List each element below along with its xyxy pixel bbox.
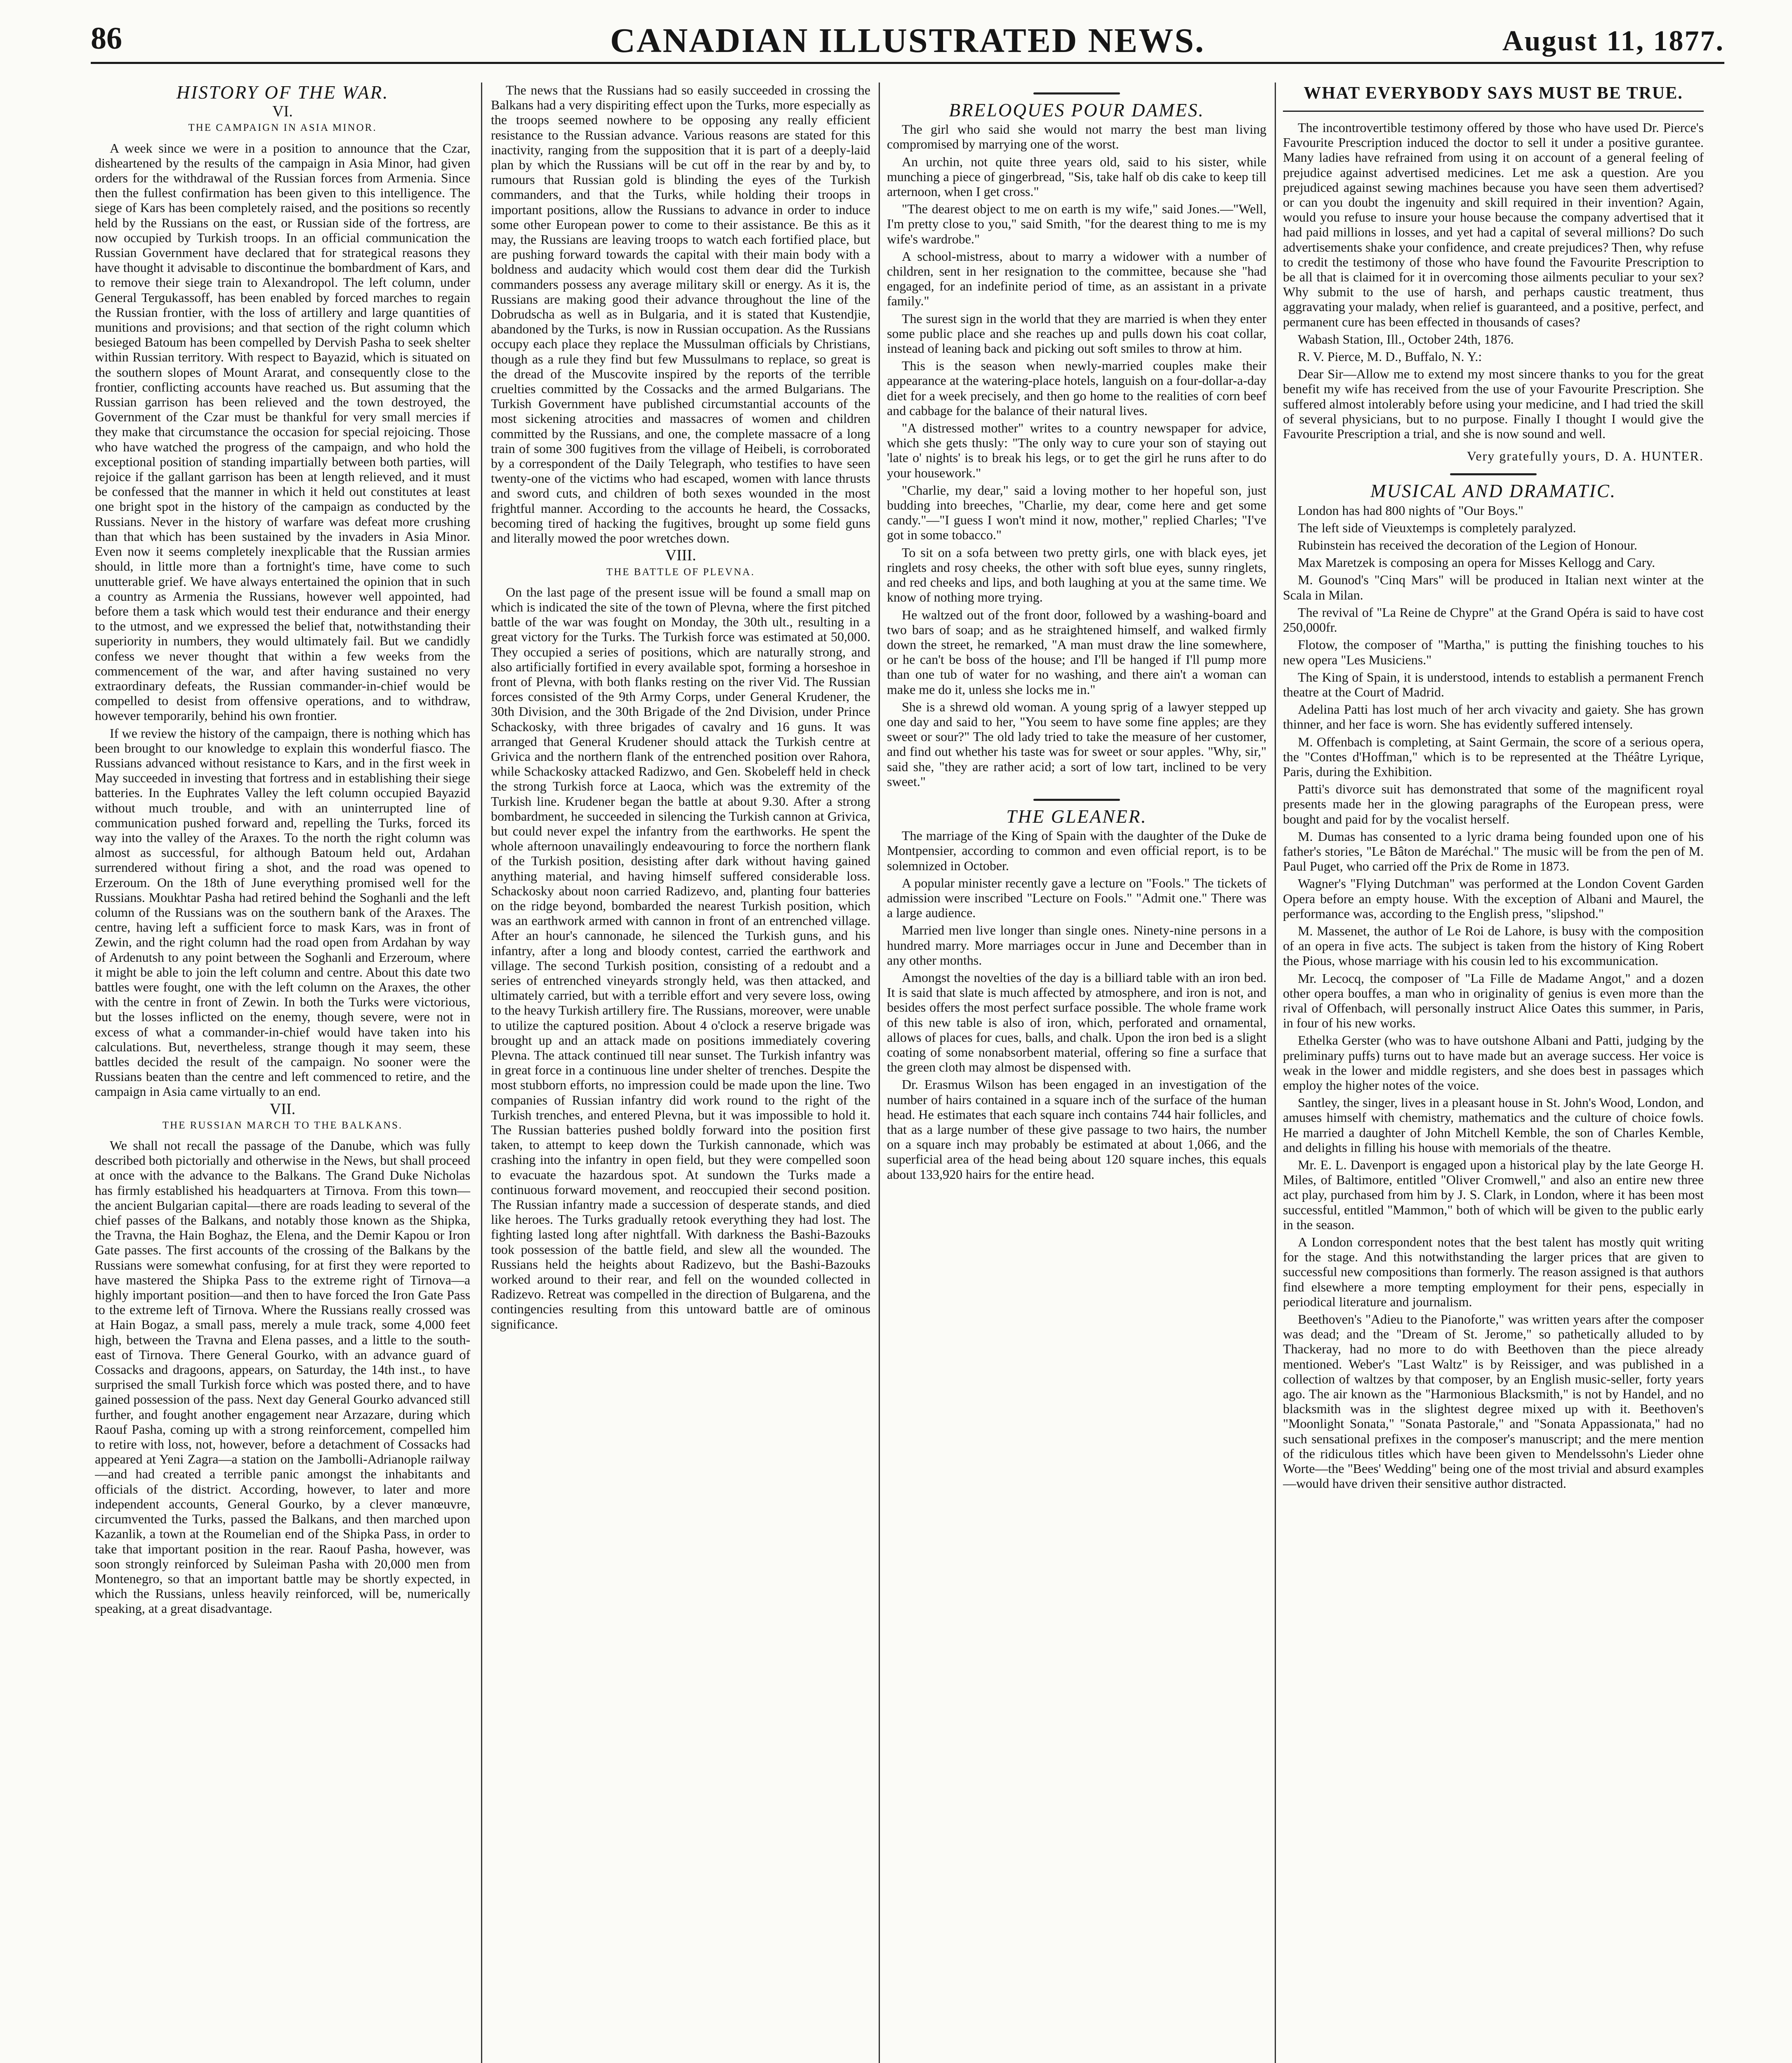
musical-item: M. Gounod's "Cinq Mars" will be produced in Italian next winter at the Scala in Milan.: [1283, 572, 1704, 602]
column-rule: [1275, 83, 1276, 2063]
issue-date: August 11, 1877.: [1502, 25, 1724, 57]
gleaner-title: THE GLEANER.: [1006, 806, 1147, 827]
gleaner-item: Dr. Erasmus Wilson has been engaged in an investigation of the number of hairs contained in a square inch of the surface of the human head. He estimates that each square inch contains 744 hair follicles, and that as a large number of these give passage to two hairs, the number on a square inch may probably be estimated at about 1,066, and the superficial area of the head being about 120 square inches, this equals about 133,920 hairs for the entire head.: [887, 1077, 1266, 1182]
column-1: [95, 83, 470, 2063]
musical-item: Rubinstein has received the decoration of the Legion of Honour.: [1298, 538, 1637, 553]
musical-item: The revival of "La Reine de Chypre" at the Grand Opéra is said to have cost 250,000fr.: [1283, 604, 1704, 635]
column-4: [1283, 83, 1704, 2063]
musical-item: A London correspondent notes that the best talent has mostly quit writing for the stage. And this notwithstanding the larger prices that are given to successful new compositions than formerly. The reason assigned is that authors find elsewhere a more tempting employment for their pens, especially in periodical literature and journalism.: [1283, 1234, 1704, 1309]
musical-items: [1283, 503, 1704, 1491]
section-subtitle: THE BATTLE OF PLEVNA.: [606, 566, 755, 578]
letter-body: Dear Sir—Allow me to extend my most sincere thanks to you for the great benefit my wife has received from the use of your Favourite Prescription. She suffered almost intolerably before using your medicine, and I had tried the skill of several physicians, but to no purpose. Finally I thought I would give the Favourite Prescription a trial, and she is now sound and well.: [1283, 366, 1704, 441]
breloques-item: To sit on a sofa between two pretty girls, one with black eyes, jet ringlets and rosy cheeks, the other with soft blue eyes, sunny ringlets, and red cheeks and lips, and both laughing at you at the same time. We know of nothing more trying.: [887, 545, 1266, 605]
breloques-item: "The dearest object to me on earth is my wife," said Jones.—"Well, I'm pretty close to you," said Smith, "for the dearest thing to me is my wife's wardrobe.": [887, 201, 1266, 246]
breloques-item: She is a shrewd old woman. A young sprig of a lawyer stepped up one day and said to her, "You seem to have some fine apples; are they sweet or sour?" The old lady tried to take the measure of her customer, and find out whether his taste was for sweet or sour apples. "Why, sir," said she, "they are rather acid; a sort of low tart, inclined to be very sweet.": [887, 699, 1266, 789]
article-paragraph: On the last page of the present issue will be found a small map on which is indicated the site of the town of Plevna, where the first pitched battle of the war was fought on Monday, the 30th ult., resulting in a great victory for the Turks. The Turkish force was estimated at 50,000. They occupied a series of positions, which are naturally strong, and also artificially fortified in every available spot, forming a horseshoe in front of Plevna, with both flanks resting on the river Vid. The Russian forces consisted of the 9th Army Corps, under General Krudener, the 30th Division, and the 30th Brigade of the 2nd Division, under Prince Schackosky, with three brigades of cavalry and 16 guns. It was arranged that General Krudener should attack the Turkish centre at Grivica and the northern flank of the entrenched position over Rahora, while Schackosky attacked Radizwo, and Gen. Skobeleff held in check the strong Turkish force at Laoca, which was the extremity of the Turkish line. Krudener began the battle at about 9.30. After a strong bombardment, he succeeded in silencing the Turkish cannon at Grivica, but could never expel the infantry from the earthworks. He spent the whole afternoon unavailingly endeavouring to force the northern flank of the Turkish position, desisting after dark without having gained anything material, and having himself suffered considerable loss. Schackosky about noon carried Radizevo, and, planting four batteries on the ridge beyond, bombarded the nearest Turkish position, which was an earthwork armed with cannon in front of an entrenched village. After an hour's cannonade, he silenced the Turkish guns, and his infantry, after a long and bloody contest, carried the earthwork and village. The second Turkish position, consisting of a redoubt and a series of entrenched vineyards strongly held, was then attacked, and ultimately carried, but with a terrible effort and very severe loss, owing to the heavy Turkish artillery fire. The Russians, moreover, were unable to utilize the captured position. About 4 o'clock a reserve brigade was brought up and an attack made on positions immediately covering Plevna. The attack continued till near sunset. The Turkish infantry was in great force in a continuous line under shelter of trenches. Despite the most stubborn efforts, no impression could be made upon the line. Two companies of Russian infantry did work round to the right of the Turkish trenches, and entered Plevna, but it was impossible to hold it. The Russian batteries pushed boldly forward into the position first taken, to attempt to keep down the Turkish cannonade, which was crashing into the infantry in open field, but they were compelled soon to evacuate the hazardous spot. At sundown the Turks made a continuous forward movement, and reoccupied their second position. The Russian infantry made a succession of desperate stands, and died like heroes. The Turks gradually retook everything they had lost. The fighting lasted long after nightfall. With darkness the Bashi-Bazouks took possession of the battle field, and slew all the wounded. The Russians held the heights about Radizevo, but the Bashi-Bazouks worked around to their rear, and fell on the wounded collected in Radizevo. Retreat was compelled in the direction of Bulgarena, and the contingencies resulting from this untoward battle are of ominous significance.: [491, 584, 870, 1331]
section-numeral: VIII.: [665, 547, 696, 564]
section-subtitle: THE RUSSIAN MARCH TO THE BALKANS.: [162, 1119, 403, 1131]
musical-title: MUSICAL AND DRAMATIC.: [1370, 481, 1616, 502]
breloques-item: An urchin, not quite three years old, said to his sister, while munching a piece of gingerbread, "Sis, take half ob dis cake to keep till arternoon, when I get cross.": [887, 154, 1266, 199]
article-paragraph: If we review the history of the campaign, there is nothing which has been brought to our knowledge to explain this wonderful fiasco. The Russians advanced without resistance to Kars, and in the first week in May succeeded in investing that fortress and in establishing their siege batteries. In the Euphrates Valley the left column occupied Bayazid without much trouble, and with an uninterrupted line of communication pushed forward and, repelling the Turks, forced its way into the valley of the Araxes. To the north the right column was almost as successful, for although Batoum held out, Ardahan surrendered without firing a shot, and the road was opened to Erzeroum. On the 18th of June everything promised well for the Russians. Moukhtar Pasha had retired behind the Soghanli and the left column of the Russians was on the southern bank of the Araxes. The centre, having left a sufficient force to mask Kars, was in front of Zewin, and the right column had the road open from Ardahan by way of Ardenutsh to any point between the Soghanli and Erzeroum, where it might be able to join the left column and centre. About this date two battles were fought, one with the left column on the Araxes, the other with the centre in front of Zewin. In both the Turks were victorious, but the losses inflicted on the enemy, though severe, were not in excess of what a commander-in-chief would have taken into his calculations. But, nevertheless, strange though it may seem, these battles decided the result of the campaign. No sooner were the Russians beaten than the centre and left commenced to retire, and the campaign in Asia came virtually to an end.: [95, 725, 470, 1099]
breloques-item: The girl who said she would not marry the best man living compromised by marrying one of the worst.: [887, 122, 1266, 152]
column-2: [491, 83, 870, 2063]
breloques-item: The surest sign in the world that they are married is when they enter some public place and she reaches up and pulls down his coat collar, instead of leaning back and picking out soft smiles to throw at him.: [887, 311, 1266, 356]
column-3: [887, 83, 1266, 2063]
musical-item: Flotow, the composer of "Martha," is putting the finishing touches to his new opera "Les Musiciens.": [1283, 637, 1704, 667]
breloques-item: "A distressed mother" writes to a country newspaper for advice, which she gets thusly: "The only way to cure your son of staying out 'late o' nights' is to break his legs, or to get the girl he runs after to do your housework.": [887, 420, 1266, 480]
letter-addressee: R. V. Pierce, M. D., Buffalo, N. Y.:: [1298, 349, 1482, 364]
musical-item: Max Maretzek is composing an opera for Misses Kellogg and Cary.: [1298, 555, 1655, 570]
section-numeral: VI.: [272, 103, 293, 120]
musical-item: Mr. E. L. Davenport is engaged upon a historical play by the late George H. Miles, of Baltimore, entitled "Oliver Cromwell," and also an entire new three act play, purchased from him by J. S. Clark, in London, where it has been most successful, entitled "Mammon," both of which will be given to the public early in the season.: [1283, 1157, 1704, 1232]
musical-item: Mr. Lecocq, the composer of "La Fille de Madame Angot," and a dozen other opera bouffes, a man who in originality of genius is even more than the rival of Offenbach, will personally instruct Alice Oates this summer, in Paris, in four of his new works.: [1283, 970, 1704, 1031]
gleaner-item: Married men live longer than single ones. Ninety-nine persons in a hundred marry. More marriages occur in June and December than in any other months.: [887, 923, 1266, 968]
history-title: HISTORY OF THE WAR.: [176, 83, 389, 103]
musical-item: The King of Spain, it is understood, intends to establish a permanent French theatre at the Court of Madrid.: [1283, 669, 1704, 699]
musical-item: M. Massenet, the author of Le Roi de Lahore, is busy with the composition of an opera in five acts. The subject is taken from the history of King Robert the Pious, whose marriage with his cousin led to his excommunication.: [1283, 923, 1704, 968]
column-rule: [481, 83, 482, 2063]
musical-item: Beethoven's "Adieu to the Pianoforte," was written years after the composer was dead; and the "Dream of St. Jerome," so pathetically alluded to by Thackeray, had no more to do with Beethoven than the piece already mentioned. Weber's "Last Waltz" is by Reissiger, and was published in a collection of waltzes by that composer, by an English music-seller, forty years ago. The air known as the "Harmonious Blacksmith," is not by Handel, and no blacksmith was in the slightest degree mixed up with it. Beethoven's "Moonlight Sonata," "Sonata Pastorale," and "Sonata Appassionata," had no such sensational prefixes in the composer's manuscript; and the mere mention of the ridiculous titles which have been given to Mendelssohn's Lieder ohne Worte—the "Bees' Wedding" being one of the most trivial and absurd examples—would have driven their sensitive author distracted.: [1283, 1312, 1704, 1491]
breloques-item: A school-mistress, about to marry a widower with a number of children, sent in her resignation to the committee, because she "had engaged, for an indefinite period of time, as an assistant in a private family.": [887, 248, 1266, 309]
page-number: 86: [91, 21, 122, 56]
musical-item: M. Dumas has consented to a lyric drama being founded upon one of his father's stories, "Le Bâton de Maréchal." The music will be from the pen of M. Paul Puget, who carried off the Prix de Rome in 1873.: [1283, 829, 1704, 874]
article-paragraph: The news that the Russians had so easily succeeded in crossing the Balkans had a very dispiriting effect upon the Turks, more especially as the troops seemed nowhere to be opposing any really efficient resistance to the Russian advance. Various reasons are stated for this inactivity, ranging from the supposition that it is part of a deeply-laid plan by which the Russians will be cut off in the rear by and by, to rumours that Russian gold is blinding the eyes of the Turkish commanders, and that the Turks, while holding their troops in important positions, allow the Russians to advance in order to induce some other European power to come to their assistance. Be this as it may, the Russians are leaving troops to watch each fortified place, but are pushing forward towards the capital with their main body with a boldness and audacity which would cost them dear did the Turkish commanders possess any average military skill or energy. As it is, the Russians are making good their advance throughout the line of the Dobrudscha as well as in Bulgaria, and it is stated that Kustendjie, abandoned by the Turks, is now in Russian occupation. As the Russians occupy each place they replace the Mussulman officials by Christians, though as a rule they find but few Mussulmans to replace, so great is the dread of the Muscovite inspired by the reports of the terrible cruelties committed by the Cossacks and the armed Bulgarians. The Turkish Government have published circumstantial accounts of the most sickening atrocities and massacres of women and children committed by the Russians, and one, the complete massacre of a long train of some 300 fugitives from the village of Heibeli, is corroborated by a correspondent of the Daily Telegraph, who testifies to have seen twenty-one of the victims who had escaped, women with lance thrusts and sword cuts, and children of both sexes wounded in the most frightful manner. According to the accounts he heard, the Cossacks, becoming tired of hacking the fugitives, brought up some field guns and literally mowed the poor wretches down.: [491, 83, 870, 546]
musical-item: Ethelka Gerster (who was to have outshone Albani and Patti, judging by the preliminary puffs) turns out to have made but an average success. Her voice is weak in the lower and middle registers, and she does best in passages which employ the higher notes of the voice.: [1283, 1033, 1704, 1093]
musical-item: Santley, the singer, lives in a pleasant house in St. John's Wood, London, and amuses himself with chemistry, mathematics and the culture of choice fowls. He married a daughter of John Mitchell Kemble, the son of Charles Kemble, and delights in filling his house with memorials of the theatre.: [1283, 1095, 1704, 1155]
letter-signoff: Very gratefully yours, D. A. HUNTER.: [1467, 448, 1704, 464]
section-subtitle: THE CAMPAIGN IN ASIA MINOR.: [188, 122, 377, 134]
gleaner-item: A popular minister recently gave a lecture on "Fools." The tickets of admission were inscribed "Lecture on Fools." "Admit one." There was a large audience.: [887, 875, 1266, 921]
gleaner-item: Amongst the novelties of the day is a billiard table with an iron bed. It is said that slate is much affected by atmosphere, and iron is not, and besides offers the most perfect surface possible. The whole frame work of this new table is also of iron, which, perforated and ornamental, allows of places for cues, balls, and chalk. Upon the iron bed is a slight coating of some nonabsorbent material, offering so fine a surface that the green cloth may almost be dispensed with.: [887, 970, 1266, 1075]
advert-title: WHAT EVERYBODY SAYS MUST BE TRUE.: [1283, 83, 1704, 112]
column-rule: [879, 83, 880, 2063]
section-separator: [1450, 473, 1537, 475]
breloques-item: This is the season when newly-married couples make their appearance at the watering-place hotels, languish on a four-dollar-a-day diet for a week precisely, and then go home to the realities of corn beef and cabbage for the balance of their natural lives.: [887, 358, 1266, 418]
musical-item: Adelina Patti has lost much of her arch vivacity and gaiety. She has grown thinner, and her face is worn. She has evidently suffered intensely.: [1283, 702, 1704, 732]
gleaner-item: The marriage of the King of Spain with the daughter of the Duke de Montpensier, according to common and even official report, is to be solemnized in October.: [887, 828, 1266, 873]
article-paragraph: We shall not recall the passage of the Danube, which was fully described both pictorially and otherwise in the News, but shall proceed at once with the advance to the Balkans. The Grand Duke Nicholas has firmly established his headquarters at Tirnova. From this town—the ancient Bulgarian capital—there are roads leading to several of the chief passes of the Balkans, and notably those known as the Shipka, the Travna, the Hain Boghaz, the Elena, and the Demir Kapou or Iron Gate passes. The first accounts of the crossing of the Balkans by the Russians were somewhat confusing, for at first they were reported to have mastered the Shipka Pass to the extreme right of Tirnova—a highly important position—and then to have forced the Iron Gate Pass to the extreme left of Tirnova. Where the Russians really crossed was at Hain Bogaz, a small pass, merely a mule track, some 4,000 feet high, between the Travna and Elena passes, and a little to the south-east of Tirnova. There General Gourko, with an advance guard of Cossacks and dragoons, appears, on Saturday, the 14th inst., to have surprised the small Turkish force which was posted there, and to have gained possession of the pass. Next day General Gourko advanced still further, and fought another engagement near Arzazare, during which Raouf Pasha, coming up with a strong reinforcement, compelled him to retire with loss, not, however, before a detachment of Cossacks had appeared at Yeni Zagra—a station on the Jambolli-Adrianople railway—and had created a terrible panic amongst the inhabitants and officials of the district. According, however, to later and more independent accounts, General Gourko, by a clever manœuvre, circumvented the Turks, passed the Balkans, and then marched upon Kazanlik, a town at the Roumelian end of the Shipka Pass, in order to take that important position in the rear. Raouf Pasha, however, was soon strongly reinforced by Suleiman Pasha with 20,000 men from Montenegro, so that an important battle may be shortly expected, in which the Russians, unless heavily reinforced, will be, numerically speaking, at a great disadvantage.: [95, 1138, 470, 1616]
musical-item: M. Offenbach is completing, at Saint Germain, the score of a serious opera, the "Contes d'Hoffman," which is to be represented at the Théâtre Lyrique, Paris, during the Exhibition.: [1283, 734, 1704, 779]
breloques-item: "Charlie, my dear," said a loving mother to her hopeful son, just budding into breeches, "Charlie, my dear, come here and get some candy."—"I guess I won't mind it now, mother," replied Charles; "I've got in some tobacco.": [887, 482, 1266, 543]
section-numeral: VII.: [269, 1100, 296, 1118]
breloques-item: He waltzed out of the front door, followed by a washing-board and two bars of soap; and as he straightened himself, and walked firmly down the street, he remarked, "A man must draw the line somewhere, or he can't be boss of the house; and I'll be hanged if I'll pump more than one tub of water for no washing, and there ain't a woman can make me do it, unless she locks me in.": [887, 607, 1266, 697]
musical-item: The left side of Vieuxtemps is completely paralyzed.: [1298, 520, 1576, 535]
letter-place: Wabash Station, Ill., October 24th, 1876.: [1298, 331, 1514, 347]
musical-item: Wagner's "Flying Dutchman" was performed at the London Covent Garden Opera before an empty house. With the exception of Albani and Maurel, the performance was, according to the English press, "slipshod.": [1283, 876, 1704, 921]
section-separator: [1033, 92, 1120, 94]
musical-item: London has had 800 nights of "Our Boys.": [1298, 503, 1523, 518]
masthead: [91, 17, 1724, 64]
article-paragraph: A week since we were in a position to announce that the Czar, disheartened by the results of the campaign in Asia Minor, had given orders for the withdrawal of the Russian forces from Armenia. Since then the fullest confirmation has been given to this intelligence. The siege of Kars has been completely raised, and the positions so recently held by the Russians on the east, or Russian side of the fortress, are now occupied by Turkish troops. In an official communication the Russian Government have declared that for strategical reasons they have thought it advisable to discontinue the bombardment of Kars, and to remove their siege train to Alexandropol. The left column, under General Tergukassoff, has been enabled by forced marches to regain the Russian frontier, with the loss of artillery and large quantities of munitions and provisions; and that section of the right column which besieged Batoum has been compelled by Dervish Pasha to seek shelter within Russian territory. With respect to Bayazid, which is situated on the southern slopes of Mount Ararat, and consequently close to the frontier, conflicting accounts have reached us. But assuming that the Russian garrison has been relieved and the town destroyed, the Government of the Czar must be thankful for very small mercies if they make that circumstance the occasion for special rejoicing. Those who have watched the progress of the campaign, and who hold the exceptional position of standing impartially between both parties, will rejoice if the gallant garrison has been at length relieved, and it must be confessed that the manner in which it held out constitutes at least one bright spot in the history of the campaign as conducted by the Russians. Never in the history of warfare was defeat more crushing than that which has been sustained by the invaders in Asia Minor. Even now it seems completely inexplicable that the Russian armies should, in little more than a fortnight's time, have come to such unutterable grief. We have always entertained the opinion that in such a country as Armenia the Russians, however well appointed, had before them a task which would test their endurance and their energy to the utmost, and we expressed the belief that, notwithstanding their superiority in numbers, they would ultimately fail. But we candidly confess we never thought that within a few weeks from the commencement of the war, and after having sustained no very extraordinary defeats, the Russian commander-in-chief would be compelled to desist from offensive operations, and to withdraw, however temporarily, behind his own frontier.: [95, 140, 470, 723]
musical-item: Patti's divorce suit has demonstrated that some of the magnificent royal presents made her in the glowing paragraphs of the European press, were bought and paid for by the vocalist herself.: [1283, 781, 1704, 826]
newspaper-title: CANADIAN ILLUSTRATED NEWS.: [610, 21, 1205, 60]
breloques-title: BRELOQUES POUR DAMES.: [949, 100, 1205, 120]
section-separator: [1033, 799, 1120, 801]
advert-paragraph: The incontrovertible testimony offered by those who have used Dr. Pierce's Favourite Prescription induced the doctor to sell it under a positive gurantee. Many ladies have refrained from using it on account of a general feeling of prejudice against advertised medicines. Let me ask a question. Are you prejudiced against sewing machines because you have seen them advertised? or can you doubt the ingenuity and skill required in their invention? Again, would you refuse to insure your house because the company advertised that it had paid millions in losses, and yet had a capital of several millions? Do such advertisements shake your confidence, and create prejudices? Then, why refuse to credit the testimony of those who have found the Favourite Prescription to be all that is claimed for it in overcoming those ailments peculiar to your sex? Why submit to the use of harsh, and perhaps caustic treatment, thus aggravating your malady, when relief is guaranteed, and a positive, perfect, and permanent cure has been effected in thousands of cases?: [1283, 120, 1704, 329]
